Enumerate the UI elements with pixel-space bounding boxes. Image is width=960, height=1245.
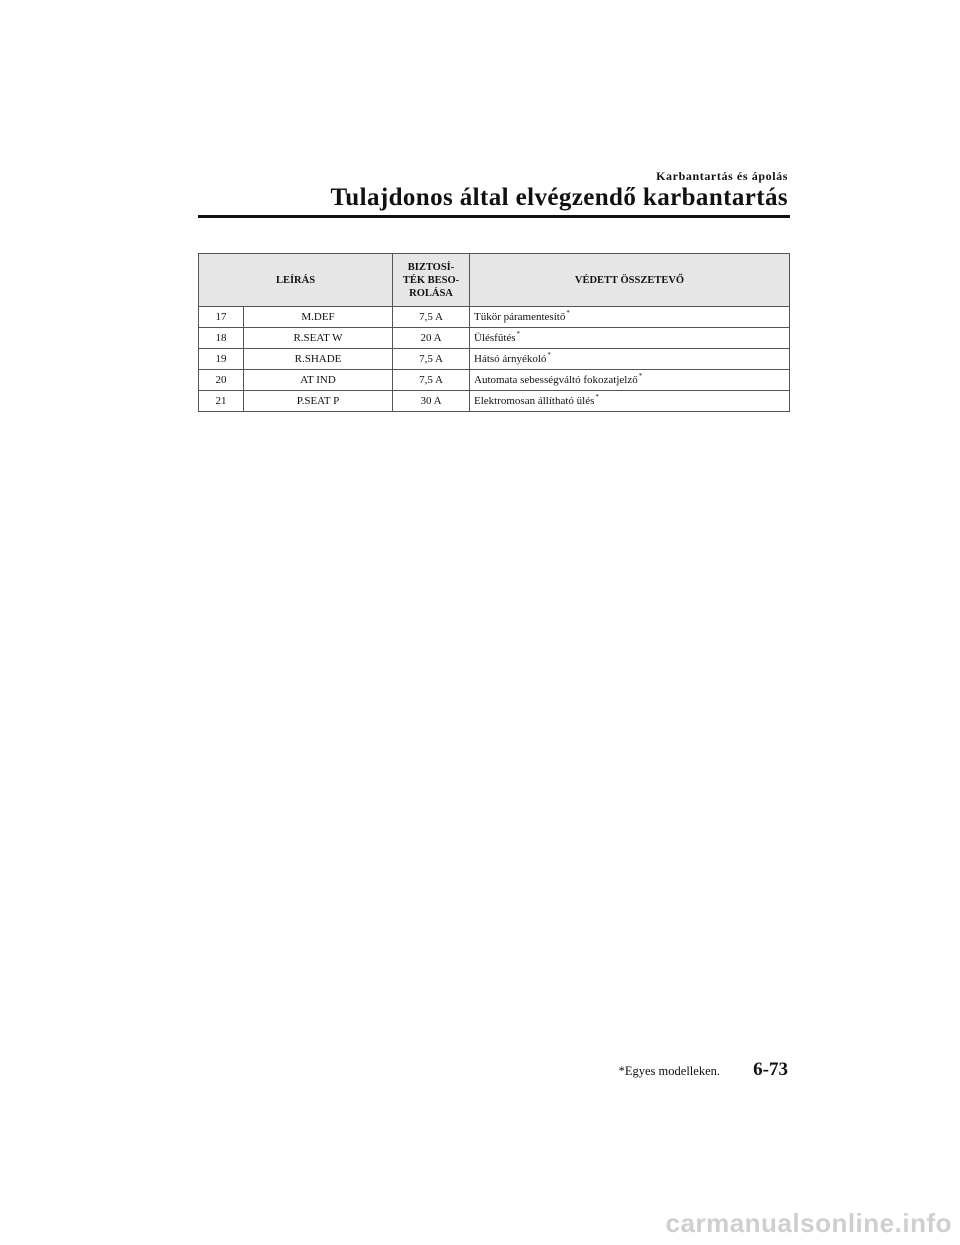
optional-marker: *: [516, 329, 521, 338]
column-header-protected-component: VÉDETT ÖSSZETEVŐ: [470, 254, 790, 307]
table-row: [199, 370, 790, 391]
protected-component: [470, 328, 790, 349]
fuse-number: 20: [199, 370, 244, 391]
fuse-table: [198, 253, 790, 412]
protected-component: [470, 370, 790, 391]
fuse-rating: 20 A: [393, 328, 470, 349]
component-name: Hátsó árnyékoló: [474, 352, 547, 365]
optional-marker: *: [566, 308, 570, 317]
table-header-row: [199, 254, 790, 307]
protected-component: [470, 307, 790, 328]
protected-component: [470, 391, 790, 412]
table-row: [199, 391, 790, 412]
footnote: *Egyes modelleken.: [618, 1064, 720, 1078]
fuse-description: M.DEF: [244, 307, 393, 328]
title-rule: [198, 215, 790, 218]
fuse-description: R.SEAT W: [244, 328, 393, 349]
fuse-description: AT IND: [244, 370, 393, 391]
component-name: Automata sebességváltó fokozatjelző: [474, 373, 638, 386]
fuse-number: 17: [199, 307, 244, 328]
fuse-number: 19: [199, 349, 244, 370]
fuse-rating: 7,5 A: [393, 370, 470, 391]
section-label: Karbantartás és ápolás: [656, 169, 788, 183]
fuse-number: 21: [199, 391, 244, 412]
optional-marker: *: [595, 392, 599, 401]
component-name: Elektromosan állítható ülés: [474, 394, 595, 407]
fuse-number: 18: [199, 328, 244, 349]
column-header-fuse-rating-line3: ROLÁSA: [409, 287, 453, 299]
optional-marker: *: [547, 350, 551, 359]
table-row: [199, 328, 790, 349]
table-row: [199, 349, 790, 370]
fuse-rating: 7,5 A: [393, 349, 470, 370]
fuse-description: R.SHADE: [244, 349, 393, 370]
table-row: [199, 307, 790, 328]
watermark-logo: carmanualsonline.info: [665, 1208, 952, 1238]
page-number: 6-73: [753, 1059, 788, 1080]
component-name: Ülésfűtés: [474, 331, 516, 344]
column-header-description: LEÍRÁS: [199, 254, 393, 307]
fuse-rating: 7,5 A: [393, 307, 470, 328]
column-header-fuse-rating-line2: TÉK BESO-: [402, 274, 460, 286]
page-title: Tulajdonos által elvégzendő karbantartás: [330, 184, 788, 211]
component-name: Tükör páramentesítő: [474, 310, 566, 323]
column-header-fuse-rating: [393, 254, 470, 307]
fuse-rating: 30 A: [393, 391, 470, 412]
fuse-description: P.SEAT P: [244, 391, 393, 412]
protected-component: [470, 349, 790, 370]
optional-marker: *: [638, 371, 643, 380]
column-header-fuse-rating-line1: BIZTOSÍ-: [407, 261, 455, 273]
